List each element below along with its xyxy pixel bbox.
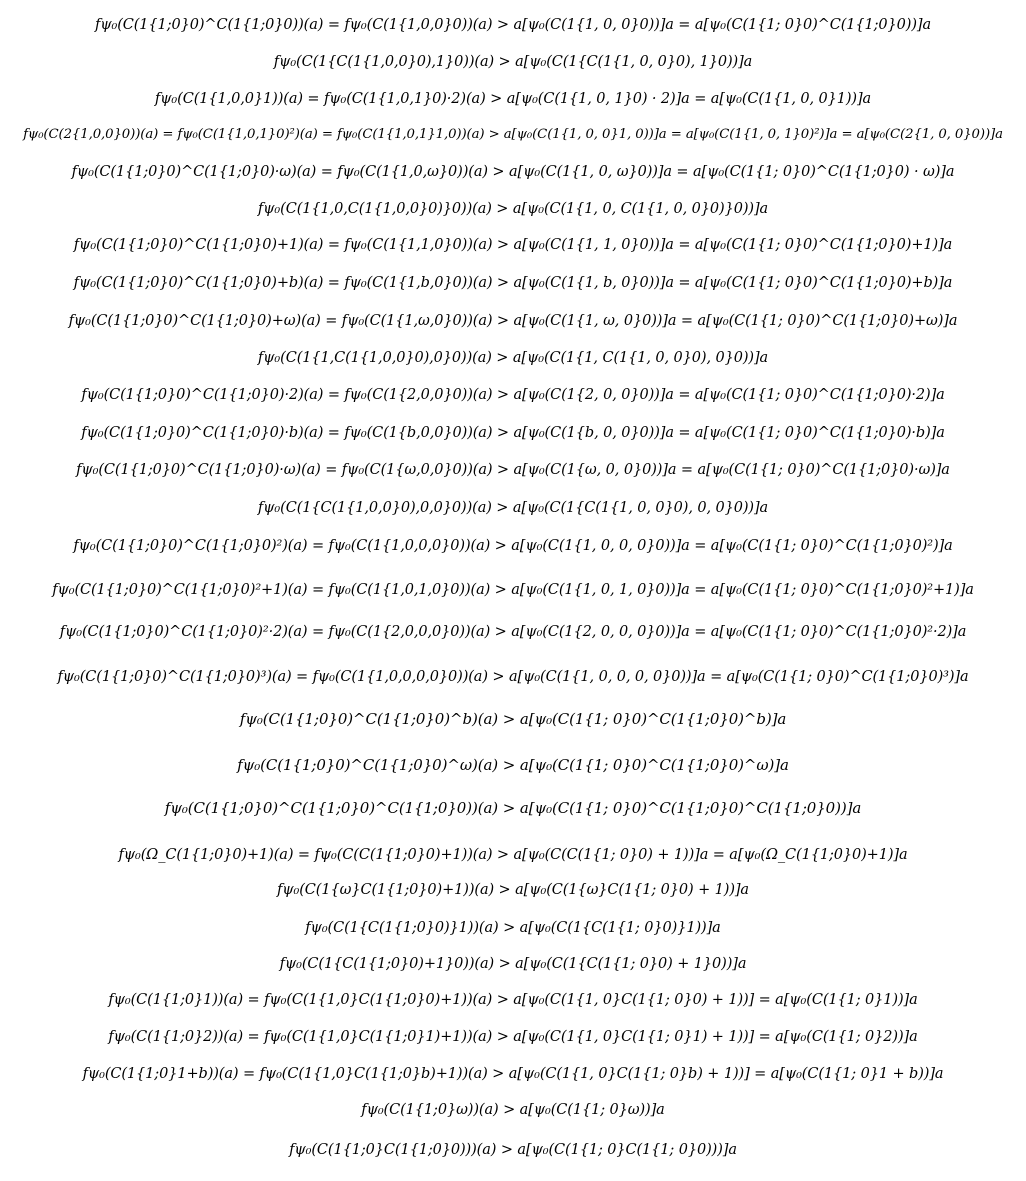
equation-line: fψ₀(C(1{1;0}0)^C(1{1;0}0))(a) = fψ₀(C(1{1,0,0}0))(a) > a[ψ₀(C(1{1, 0, 0}0))]a = a[ψ₀(C(1{1; 0}0)^C(1{1;0}0))]a <box>94 17 932 33</box>
equation-line: fψ₀(C(2{1,0,0}0))(a) = fψ₀(C(1{1,0,1}0)²)(a) = fψ₀(C(1{1,0,1}1,0))(a) > a[ψ₀(C(1{1, 0, 0}1, 0))]a = a[ψ₀(C(1{1, 0, 1}0)²)]a = a[ψ₀(C(2{1, 0, 0}0))]a <box>23 127 1003 142</box>
equation-line: fψ₀(C(1{1;0}0)^C(1{1;0}0)+b)(a) = fψ₀(C(1{1,b,0}0))(a) > a[ψ₀(C(1{1, b, 0}0))]a = a[ψ₀(C(1{1; 0}0)^C(1{1;0}0)+b)]a <box>73 275 953 291</box>
equation-line: fψ₀(C(1{1;0}0)^C(1{1;0}0)·ω)(a) = fψ₀(C(1{ω,0,0}0))(a) > a[ψ₀(C(1{ω, 0, 0}0))]a = a[ψ₀(C(1{1; 0}0)^C(1{1;0}0)·ω)]a <box>76 462 950 478</box>
equation-line: fψ₀(C(1{C(1{1,0,0}0),1}0))(a) > a[ψ₀(C(1{C(1{1, 0, 0}0), 1}0))]a <box>273 54 753 70</box>
equation-line: fψ₀(C(1{1;0}0)^C(1{1;0}0)³)(a) = fψ₀(C(1{1,0,0,0,0}0))(a) > a[ψ₀(C(1{1, 0, 0, 0, 0}0))]a = a[ψ₀(C(1{1; 0}0)^C(1{1;0}0)³)]a <box>57 669 969 685</box>
equation-line: fψ₀(C(1{1;0}1+b))(a) = fψ₀(C(1{1,0}C(1{1;0}b)+1))(a) > a[ψ₀(C(1{1, 0}C(1{1; 0}b) + 1))] = a[ψ₀(C(1{1; 0}1 + b))]a <box>82 1066 944 1082</box>
equation-line: fψ₀(C(1{1;0}0)^C(1{1;0}0)^C(1{1;0}0))(a) > a[ψ₀(C(1{1; 0}0)^C(1{1;0}0)^C(1{1;0}0))]a <box>164 799 862 817</box>
equation-line: fψ₀(C(1{1;0}0)^C(1{1;0}0)·b)(a) = fψ₀(C(1{b,0,0}0))(a) > a[ψ₀(C(1{b, 0, 0}0))]a = a[ψ₀(C(1{1; 0}0)^C(1{1;0}0)·b)]a <box>81 425 945 441</box>
equation-line: fψ₀(C(1{1;0}0)^C(1{1;0}0)^b)(a) > a[ψ₀(C(1{1; 0}0)^C(1{1;0}0)^b)]a <box>239 710 787 728</box>
equation-line: fψ₀(C(1{1,0,0}1))(a) = fψ₀(C(1{1,0,1}0)·2)(a) > a[ψ₀(C(1{1, 0, 1}0) · 2)]a = a[ψ₀(C(1{1, 0, 0}1))]a <box>154 91 872 107</box>
equation-line: fψ₀(C(1{ω}C(1{1;0}0)+1))(a) > a[ψ₀(C(1{ω}C(1{1; 0}0) + 1))]a <box>277 882 749 898</box>
equation-line: fψ₀(C(1{1;0}C(1{1;0}0)))(a) > a[ψ₀(C(1{1; 0}C(1{1; 0}0)))]a <box>289 1142 737 1158</box>
equation-line: fψ₀(C(1{1,0,C(1{1,0,0}0)}0))(a) > a[ψ₀(C(1{1, 0, C(1{1, 0, 0}0)}0))]a <box>257 201 769 217</box>
equation-line: fψ₀(C(1{1;0}0)^C(1{1;0}0)^ω)(a) > a[ψ₀(C(1{1; 0}0)^C(1{1;0}0)^ω)]a <box>237 756 789 774</box>
equation-line: fψ₀(C(1{1;0}ω))(a) > a[ψ₀(C(1{1; 0}ω))]a <box>361 1102 665 1118</box>
equation-line: fψ₀(C(1{1;0}0)^C(1{1;0}0)²)(a) = fψ₀(C(1{1,0,0,0}0))(a) > a[ψ₀(C(1{1, 0, 0, 0}0))]a = a[ψ₀(C(1{1; 0}0)^C(1{1;0}0)²)]a <box>73 538 953 554</box>
equation-line: fψ₀(C(1{1;0}0)^C(1{1;0}0)+ω)(a) = fψ₀(C(1{1,ω,0}0))(a) > a[ψ₀(C(1{1, ω, 0}0))]a = a[ψ₀(C(1{1; 0}0)^C(1{1;0}0)+ω)]a <box>68 313 958 329</box>
equation-line: fψ₀(C(1{1;0}2))(a) = fψ₀(C(1{1,0}C(1{1;0}1)+1))(a) > a[ψ₀(C(1{1, 0}C(1{1; 0}1) + 1))] = a[ψ₀(C(1{1; 0}2))]a <box>108 1029 918 1045</box>
equation-line: fψ₀(C(1{C(1{1;0}0)}1))(a) > a[ψ₀(C(1{C(1{1; 0}0)}1))]a <box>305 920 721 936</box>
equation-line: fψ₀(C(1{1;0}0)^C(1{1;0}0)+1)(a) = fψ₀(C(1{1,1,0}0))(a) > a[ψ₀(C(1{1, 1, 0}0))]a = a[ψ₀(C(1{1; 0}0)^C(1{1;0}0)+1)]a <box>73 237 953 253</box>
equation-line: fψ₀(C(1{C(1{1,0,0}0),0,0}0))(a) > a[ψ₀(C(1{C(1{1, 0, 0}0), 0, 0}0))]a <box>257 500 769 516</box>
equation-line: fψ₀(C(1{C(1{1;0}0)+1}0))(a) > a[ψ₀(C(1{C(1{1; 0}0) + 1}0))]a <box>279 956 747 972</box>
equation-line: fψ₀(C(1{1;0}0)^C(1{1;0}0)·2)(a) = fψ₀(C(1{2,0,0}0))(a) > a[ψ₀(C(1{2, 0, 0}0))]a = a[ψ₀(C(1{1; 0}0)^C(1{1;0}0)·2)]a <box>81 387 945 403</box>
equation-line: fψ₀(C(1{1;0}0)^C(1{1;0}0)²+1)(a) = fψ₀(C(1{1,0,1,0}0))(a) > a[ψ₀(C(1{1, 0, 1, 0}0))]a = a[ψ₀(C(1{1; 0}0)^C(1{1;0}0)²+1)]a <box>52 582 974 598</box>
equation-line: fψ₀(C(1{1,C(1{1,0,0}0),0}0))(a) > a[ψ₀(C(1{1, C(1{1, 0, 0}0), 0}0))]a <box>257 350 769 366</box>
equation-line: fψ₀(C(1{1;0}0)^C(1{1;0}0)²·2)(a) = fψ₀(C(1{2,0,0,0}0))(a) > a[ψ₀(C(1{2, 0, 0, 0}0))]a = a[ψ₀(C(1{1; 0}0)^C(1{1;0}0)²·2)]a <box>59 624 967 640</box>
equation-line: fψ₀(C(1{1;0}0)^C(1{1;0}0)·ω)(a) = fψ₀(C(1{1,0,ω}0))(a) > a[ψ₀(C(1{1, 0, ω}0))]a = a[ψ₀(C(1{1; 0}0)^C(1{1;0}0) · ω)]a <box>71 164 955 180</box>
equation-line: fψ₀(C(1{1;0}1))(a) = fψ₀(C(1{1,0}C(1{1;0}0)+1))(a) > a[ψ₀(C(1{1, 0}C(1{1; 0}0) + 1))] = a[ψ₀(C(1{1; 0}1))]a <box>108 992 918 1008</box>
equation-line: fψ₀(Ω_C(1{1;0}0)+1)(a) = fψ₀(C(C(1{1;0}0)+1))(a) > a[ψ₀(C(C(1{1; 0}0) + 1))]a = a[ψ₀(Ω_C(1{1;0}0)+1)]a <box>118 847 908 863</box>
